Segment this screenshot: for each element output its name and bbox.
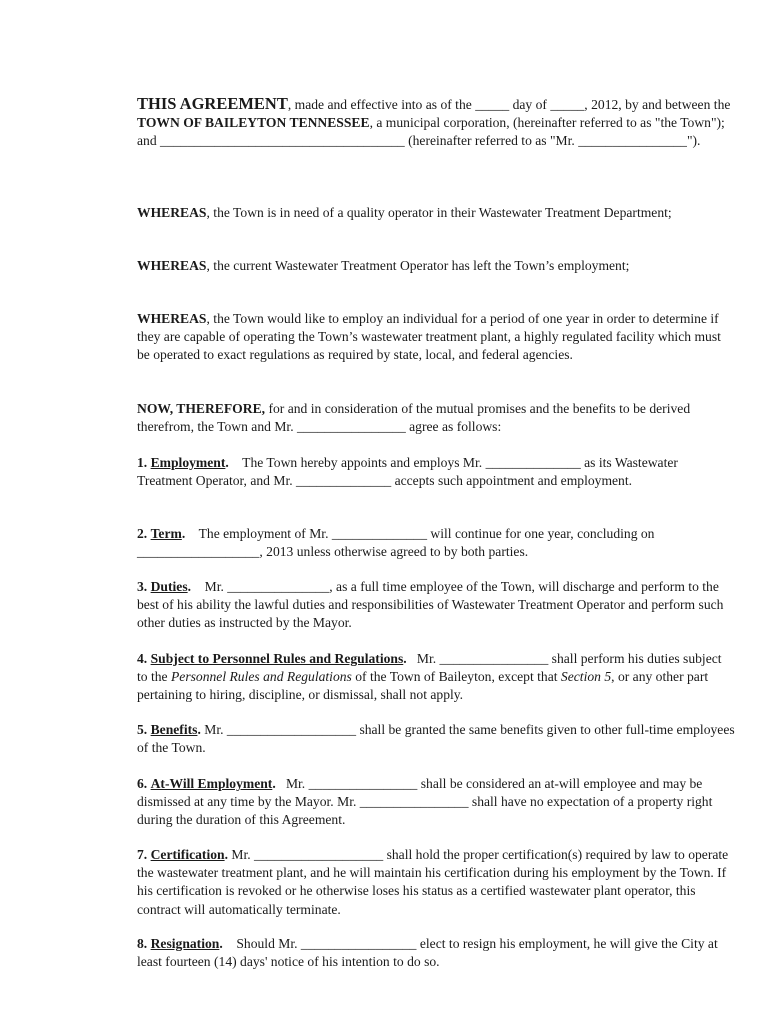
section-number: 6. xyxy=(137,776,148,791)
section-personnel-rules: 4. Subject to Personnel Rules and Regulations. Mr. ________________ shall perform his duties subject to the Personnel Rules and Regulations of the Town of Baileyton, except that Section 5, or any other part pertaining to hiring, discipline, or dismissal, shall not apply. xyxy=(137,651,722,703)
section-title: Certification xyxy=(150,847,225,862)
whereas-label: WHEREAS xyxy=(137,311,207,326)
section-text: The employment of Mr. ______________ will continue for one year, concluding on __________________, 2013 unless otherwise agreed to by both parties. xyxy=(137,526,655,560)
section-employment: 1. Employment. The Town hereby appoints and employs Mr. ______________ as its Wastewater Treatment Operator, and Mr. ______________ accepts such appointment and employment. xyxy=(137,455,678,489)
whereas-label: WHEREAS xyxy=(137,205,207,220)
section-text: Mr. ________________ shall be considered an at-will employee and may be dismissed at any time by the Mayor. Mr. ________________ shall have no expectation of a property right during the duration of this Agreement. xyxy=(137,776,713,828)
now-therefore-paragraph xyxy=(89,400,735,436)
section-title: Benefits xyxy=(150,722,198,737)
section-at-will: 6. At-Will Employment. Mr. ________________ shall be considered an at-will employee and may be dismissed at any time by the Mayor. Mr. ________________ shall have no expectation of a property right during the duration of this Agreement. xyxy=(137,776,713,828)
section-text: Should Mr. _________________ elect to resign his employment, he will give the City at least fourteen (14) days' notice of his intention to do so. xyxy=(137,936,718,970)
section-title: Employment xyxy=(150,455,226,470)
whereas-text: , the Town would like to employ an individual for a period of one year in order to determine if they are capable of operating the Town’s wastewater treatment plant, a highly regulated facility which must be operated to exact regulations as required by state, local, and federal agencies. xyxy=(137,311,721,363)
section-resignation: 8. Resignation. Should Mr. _________________ elect to resign his employment, he will give the City at least fourteen (14) days' notice of his intention to do so. xyxy=(137,936,718,970)
section-title: Term xyxy=(150,526,182,541)
section-number: 1. xyxy=(137,455,148,470)
personnel-rules-title: Personnel Rules and Regulations xyxy=(170,669,352,685)
section-duties: 3. Duties. Mr. _______________, as a full time employee of the Town, will discharge and perform to the best of his ability the lawful duties and responsibilities of Wastewater Treatment Operator and perform such other duties as instructed by the Mayor. xyxy=(137,579,724,631)
section-number: 3. xyxy=(137,579,148,594)
section-term: 2. Term. The employment of Mr. ______________ will continue for one year, concluding on __________________, 2013 unless otherwise agreed to by both parties. xyxy=(137,526,655,560)
section-title: At-Will Employment xyxy=(150,776,273,791)
section-benefits: 5. Benefits. Mr. ___________________ shall be granted the same benefits given to other full-time employees of the Town. xyxy=(137,722,735,756)
intro-text-2: , a municipal corporation, (hereinafter referred to as "the Town"); and ____________________________________ (hereinafter referred to as "Mr. ________________"). xyxy=(137,115,725,149)
section-text: The Town hereby appoints and employs Mr. ______________ as its Wastewater Treatment Operator, and Mr. ______________ accepts such appointment and employment. xyxy=(137,455,678,489)
section-certification: 7. Certification. Mr. ___________________ shall hold the proper certification(s) required by law to operate the wastewater treatment plant, and he will maintain his certification during his employment by the Town. If his certification is revoked or he otherwise loses his status as a certified wastewater plant operator, this contract will automatically terminate. xyxy=(137,847,729,917)
section-title: Duties xyxy=(150,579,188,594)
whereas-label: WHEREAS xyxy=(137,258,207,273)
whereas-paragraph-3 xyxy=(89,310,735,365)
section-text: Mr. _______________, as a full time employee of the Town, will discharge and perform to the best of his ability the lawful duties and responsibilities of Wastewater Treatment Operator and perform such other duties as instructed by the Mayor. xyxy=(137,579,724,631)
intro-text-1: , made and effective into as of the _____ day of _____, 2012, by and between the xyxy=(287,97,731,112)
section-number: 4. xyxy=(137,651,148,666)
section-text: Mr. ___________________ shall be granted the same benefits given to other full-time employees of the Town. xyxy=(137,722,735,756)
section-number: 8. xyxy=(137,936,148,951)
section-text: Mr. ___________________ shall hold the proper certification(s) required by law to operate the wastewater treatment plant, and he will maintain his certification during his employment by the Town. If his certification is revoked or he otherwise loses his status as a certified wastewater plant operator, this contract will automatically terminate. xyxy=(137,847,729,917)
section-5-reference: Section 5 xyxy=(560,669,612,685)
now-therefore-text: for and in consideration of the mutual promises and the benefits to be derived therefrom, the Town and Mr. ________________ agree as follows: xyxy=(137,401,691,435)
section-number: 7. xyxy=(137,847,148,862)
whereas-paragraph-2 xyxy=(89,257,735,275)
section-number: 5. xyxy=(137,722,148,737)
town-name: TOWN OF BAILEYTON TENNESSEE xyxy=(137,115,370,131)
section-title: Resignation xyxy=(150,936,220,951)
whereas-text: , the current Wastewater Treatment Operator has left the Town’s employment; xyxy=(206,258,630,273)
now-therefore-label: NOW, THEREFORE, xyxy=(137,401,266,416)
section-title: Subject to Personnel Rules and Regulations xyxy=(150,651,404,666)
section-number: 2. xyxy=(137,526,148,541)
intro-paragraph xyxy=(89,95,735,151)
agreement-title: THIS AGREEMENT xyxy=(137,94,288,113)
whereas-paragraph-1 xyxy=(89,204,735,222)
whereas-text: , the Town is in need of a quality operator in their Wastewater Treatment Department; xyxy=(206,205,672,220)
